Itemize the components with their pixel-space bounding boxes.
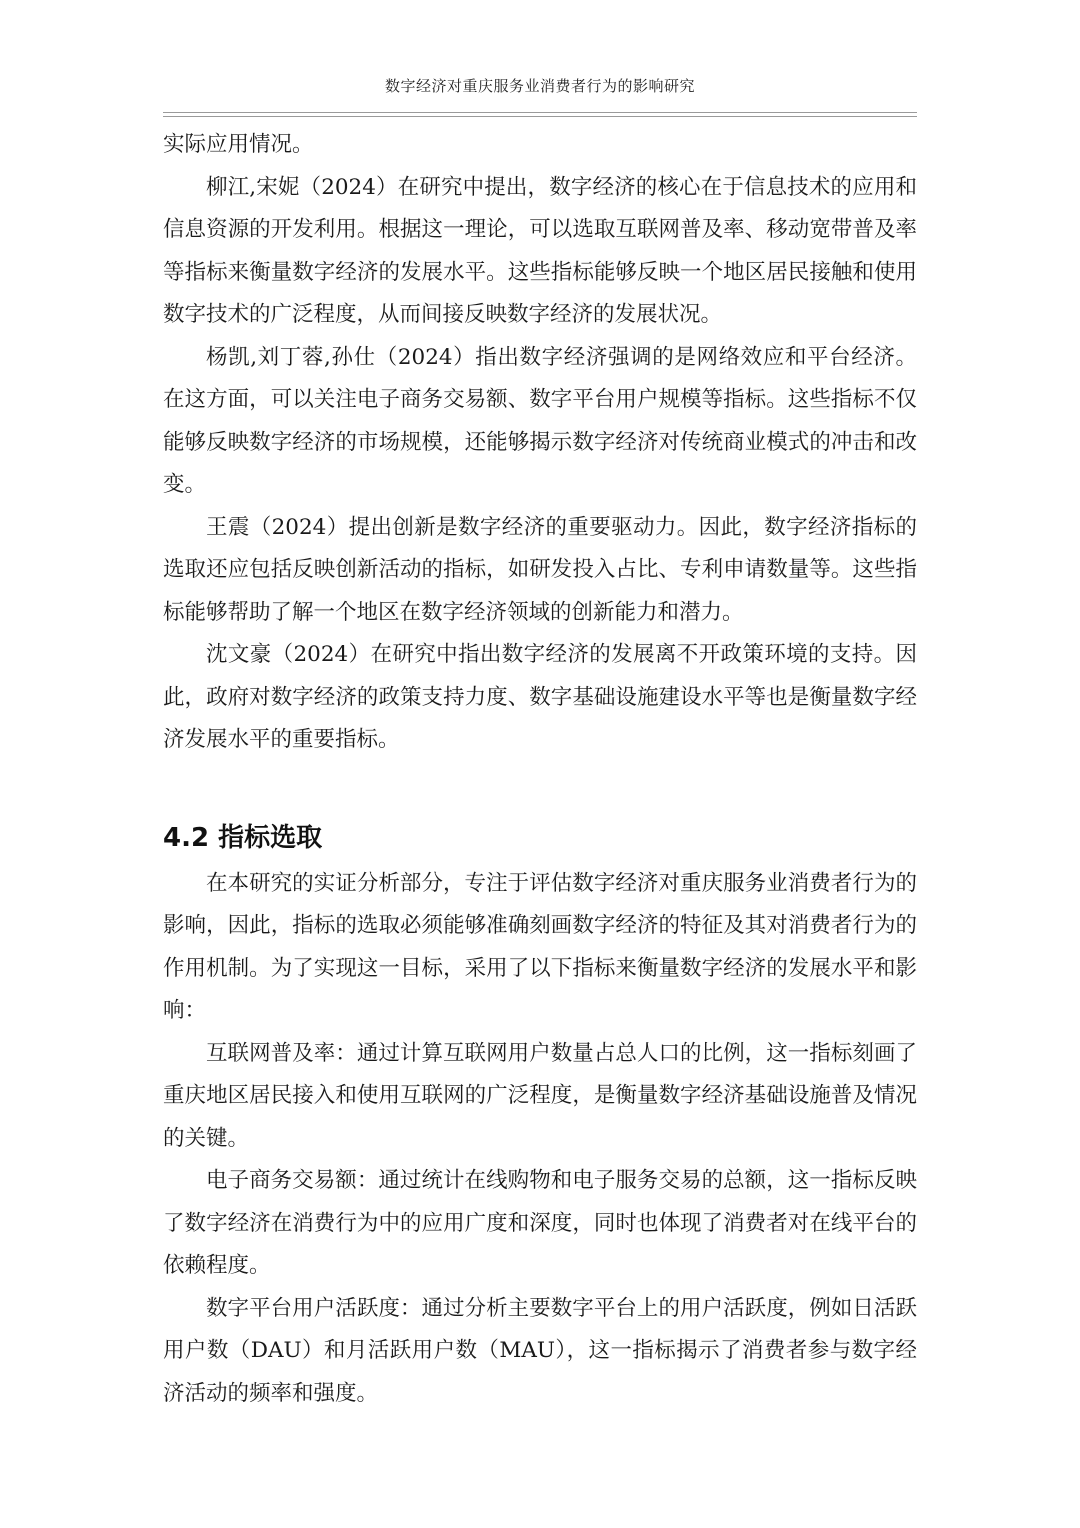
paragraph-shen: 沈文豪（2024）在研究中指出数字经济的发展离不开政策环境的支持。因此，政府对数字经济的政策支持力度、数字基础设施建设水平等也是衡量数字经济发展水平的重要指标。 [163, 642, 917, 752]
paragraph-internet-penetration: 互联网普及率：通过计算互联网用户数量占总人口的比例，这一指标刻画了重庆地区居民接入和使用互联网的广泛程度，是衡量数字经济基础设施普及情况的关键。 [163, 1040, 917, 1151]
paragraph-wang: 王震（2024）提出创新是数字经济的重要驱动力。因此，数字经济指标的选取还应包括反映创新活动的指标，如研发投入占比、专利申请数量等。这些指标能够帮助了解一个地区在数字经济领域的创新能力和潜力。 [163, 514, 917, 625]
section-heading: 4.2 指标选取 [163, 822, 323, 853]
running-header: 数字经济对重庆服务业消费者行为的影响研究 [384, 77, 695, 95]
paragraph-intro: 在本研究的实证分析部分，专注于评估数字经济对重庆服务业消费者行为的影响，因此，指标的选取必须能够准确刻画数字经济的特征及其对消费者行为的作用机制。为了实现这一目标，采用了以下指标来衡量数字经济的发展水平和影响： [163, 870, 917, 1023]
paragraph-continuation: 实际应用情况。 [163, 132, 314, 157]
paragraph-platform-activity: 数字平台用户活跃度：通过分析主要数字平台上的用户活跃度，例如日活跃用户数（DAU）和月活跃用户数（MAU），这一指标揭示了消费者参与数字经济活动的频率和强度。 [163, 1295, 917, 1406]
header-rule-secondary [163, 116, 917, 117]
paragraph-liu-song: 柳江,宋妮（2024）在研究中提出，数字经济的核心在于信息技术的应用和信息资源的开发利用。根据这一理论，可以选取互联网普及率、移动宽带普及率等指标来衡量数字经济的发展水平。这些指标能够反映一个地区居民接触和使用数字技术的广泛程度，从而间接反映数字经济的发展状况。 [163, 174, 917, 327]
header-rule [163, 112, 917, 113]
page-body [163, 124, 917, 1415]
paragraph-ecommerce-volume: 电子商务交易额：通过统计在线购物和电子服务交易的总额，这一指标反映了数字经济在消费行为中的应用广度和深度，同时也体现了消费者对在线平台的依赖程度。 [163, 1168, 917, 1278]
paragraph-yang-liu-sun: 杨凯,刘丁蓉,孙仕（2024）指出数字经济强调的是网络效应和平台经济。在这方面，可以关注电子商务交易额、数字平台用户规模等指标。这些指标不仅能够反映数字经济的市场规模，还能够揭示数字经济对传统商业模式的冲击和改变。 [163, 344, 917, 497]
